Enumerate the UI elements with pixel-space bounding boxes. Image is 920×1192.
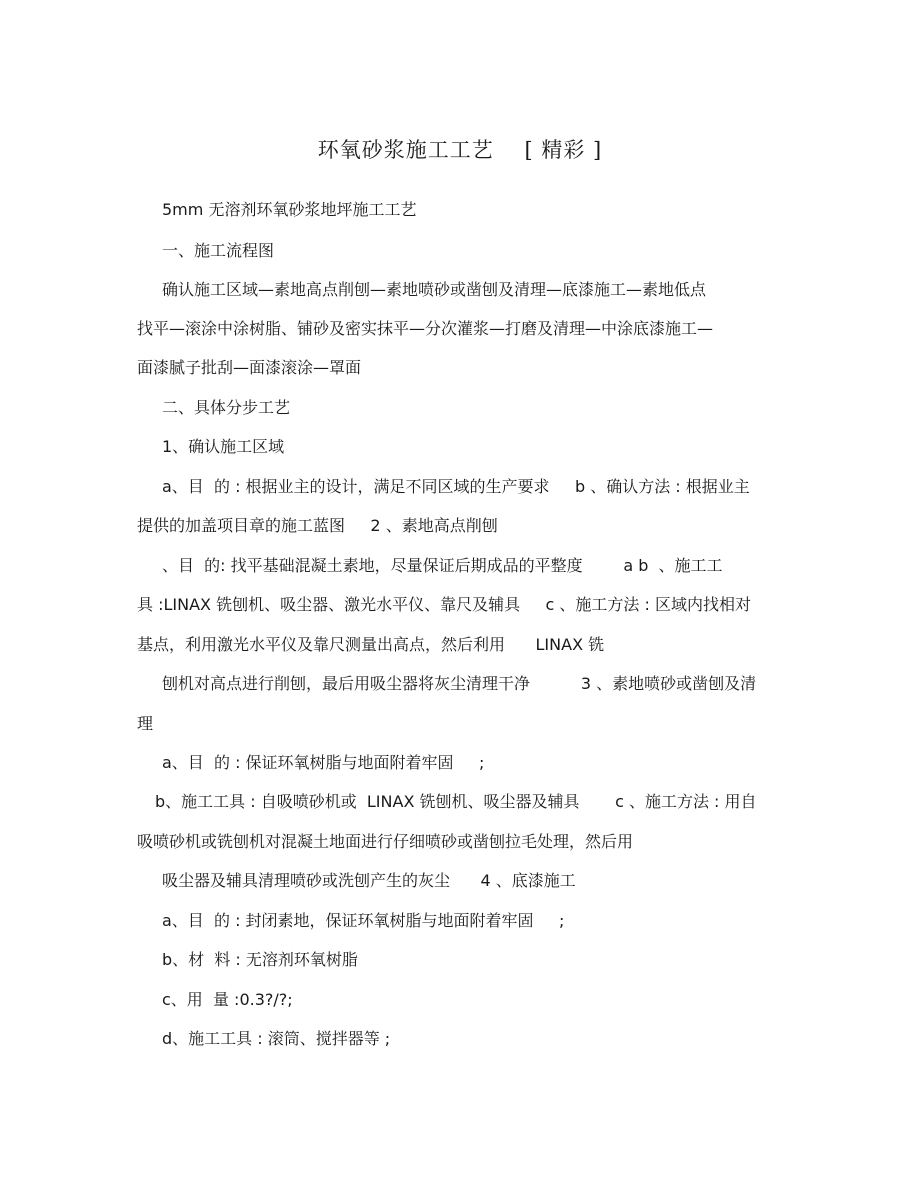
- body-line: 吸喷砂机或铣刨机对混凝土地面进行仔细喷砂或凿刨拉毛处理，然后用: [137, 832, 634, 851]
- body-line: 确认施工区域—素地高点削刨—素地喷砂或凿刨及清理—底漆施工—素地低点: [162, 280, 707, 299]
- body-line: 基点，利用激光水平仪及靠尺测量出高点，然后利用 LINAX 铣: [137, 635, 605, 654]
- body-line: 面漆腻子批刮—面漆滚涂—罩面: [137, 358, 362, 377]
- body-line: 具 :LINAX 铣刨机、吸尘器、激光水平仪、靠尺及辅具 c 、施工方法 : 区域内找相对: [137, 595, 751, 614]
- body-line: a、目 的 : 封闭素地，保证环氧树脂与地面附着牢固 ;: [162, 911, 565, 930]
- body-line: c、用 量 :0.3?/?;: [162, 990, 293, 1009]
- body-line: 1、确认施工区域: [162, 437, 285, 456]
- body-line: 提供的加盖项目章的施工蓝图 2 、素地高点削刨: [137, 516, 498, 535]
- body-line: a、目 的 : 保证环氧树脂与地面附着牢固 ;: [162, 753, 485, 772]
- body-line: b、施工工具 : 自吸喷砂机或 LINAX 铣刨机、吸尘器及辅具 c 、施工方法 : 用自: [155, 792, 757, 811]
- body-line: 、目 的: 找平基础混凝土素地，尽量保证后期成品的平整度 a b 、施工工: [162, 556, 723, 575]
- body-line: b、材 料 : 无溶剂环氧树脂: [162, 950, 358, 969]
- body-line: a、目 的 : 根据业主的设计，满足不同区域的生产要求 b 、确认方法 : 根据业主: [162, 477, 750, 496]
- body-line: 5mm 无溶剂环氧砂浆地坪施工工艺: [162, 200, 417, 219]
- body-line: 一、施工流程图: [162, 241, 275, 260]
- body-line: 二、具体分步工艺: [162, 398, 291, 417]
- body-line: 刨机对高点进行削刨，最后用吸尘器将灰尘清理干净 3 、素地喷砂或凿刨及清: [162, 674, 757, 693]
- body-line: 理: [137, 714, 154, 733]
- body-line: 吸尘器及辅具清理喷砂或洗刨产生的灰尘 4 、底漆施工: [162, 871, 576, 890]
- body-line: 找平—滚涂中涂树脂、铺砂及密实抹平—分次灌浆—打磨及清理—中涂底漆施工—: [137, 319, 714, 338]
- body-line: d、施工工具 : 滚筒、搅拌器等 ;: [162, 1029, 391, 1048]
- document-title: 环氧砂浆施工工艺 [ 精彩 ]: [317, 138, 603, 162]
